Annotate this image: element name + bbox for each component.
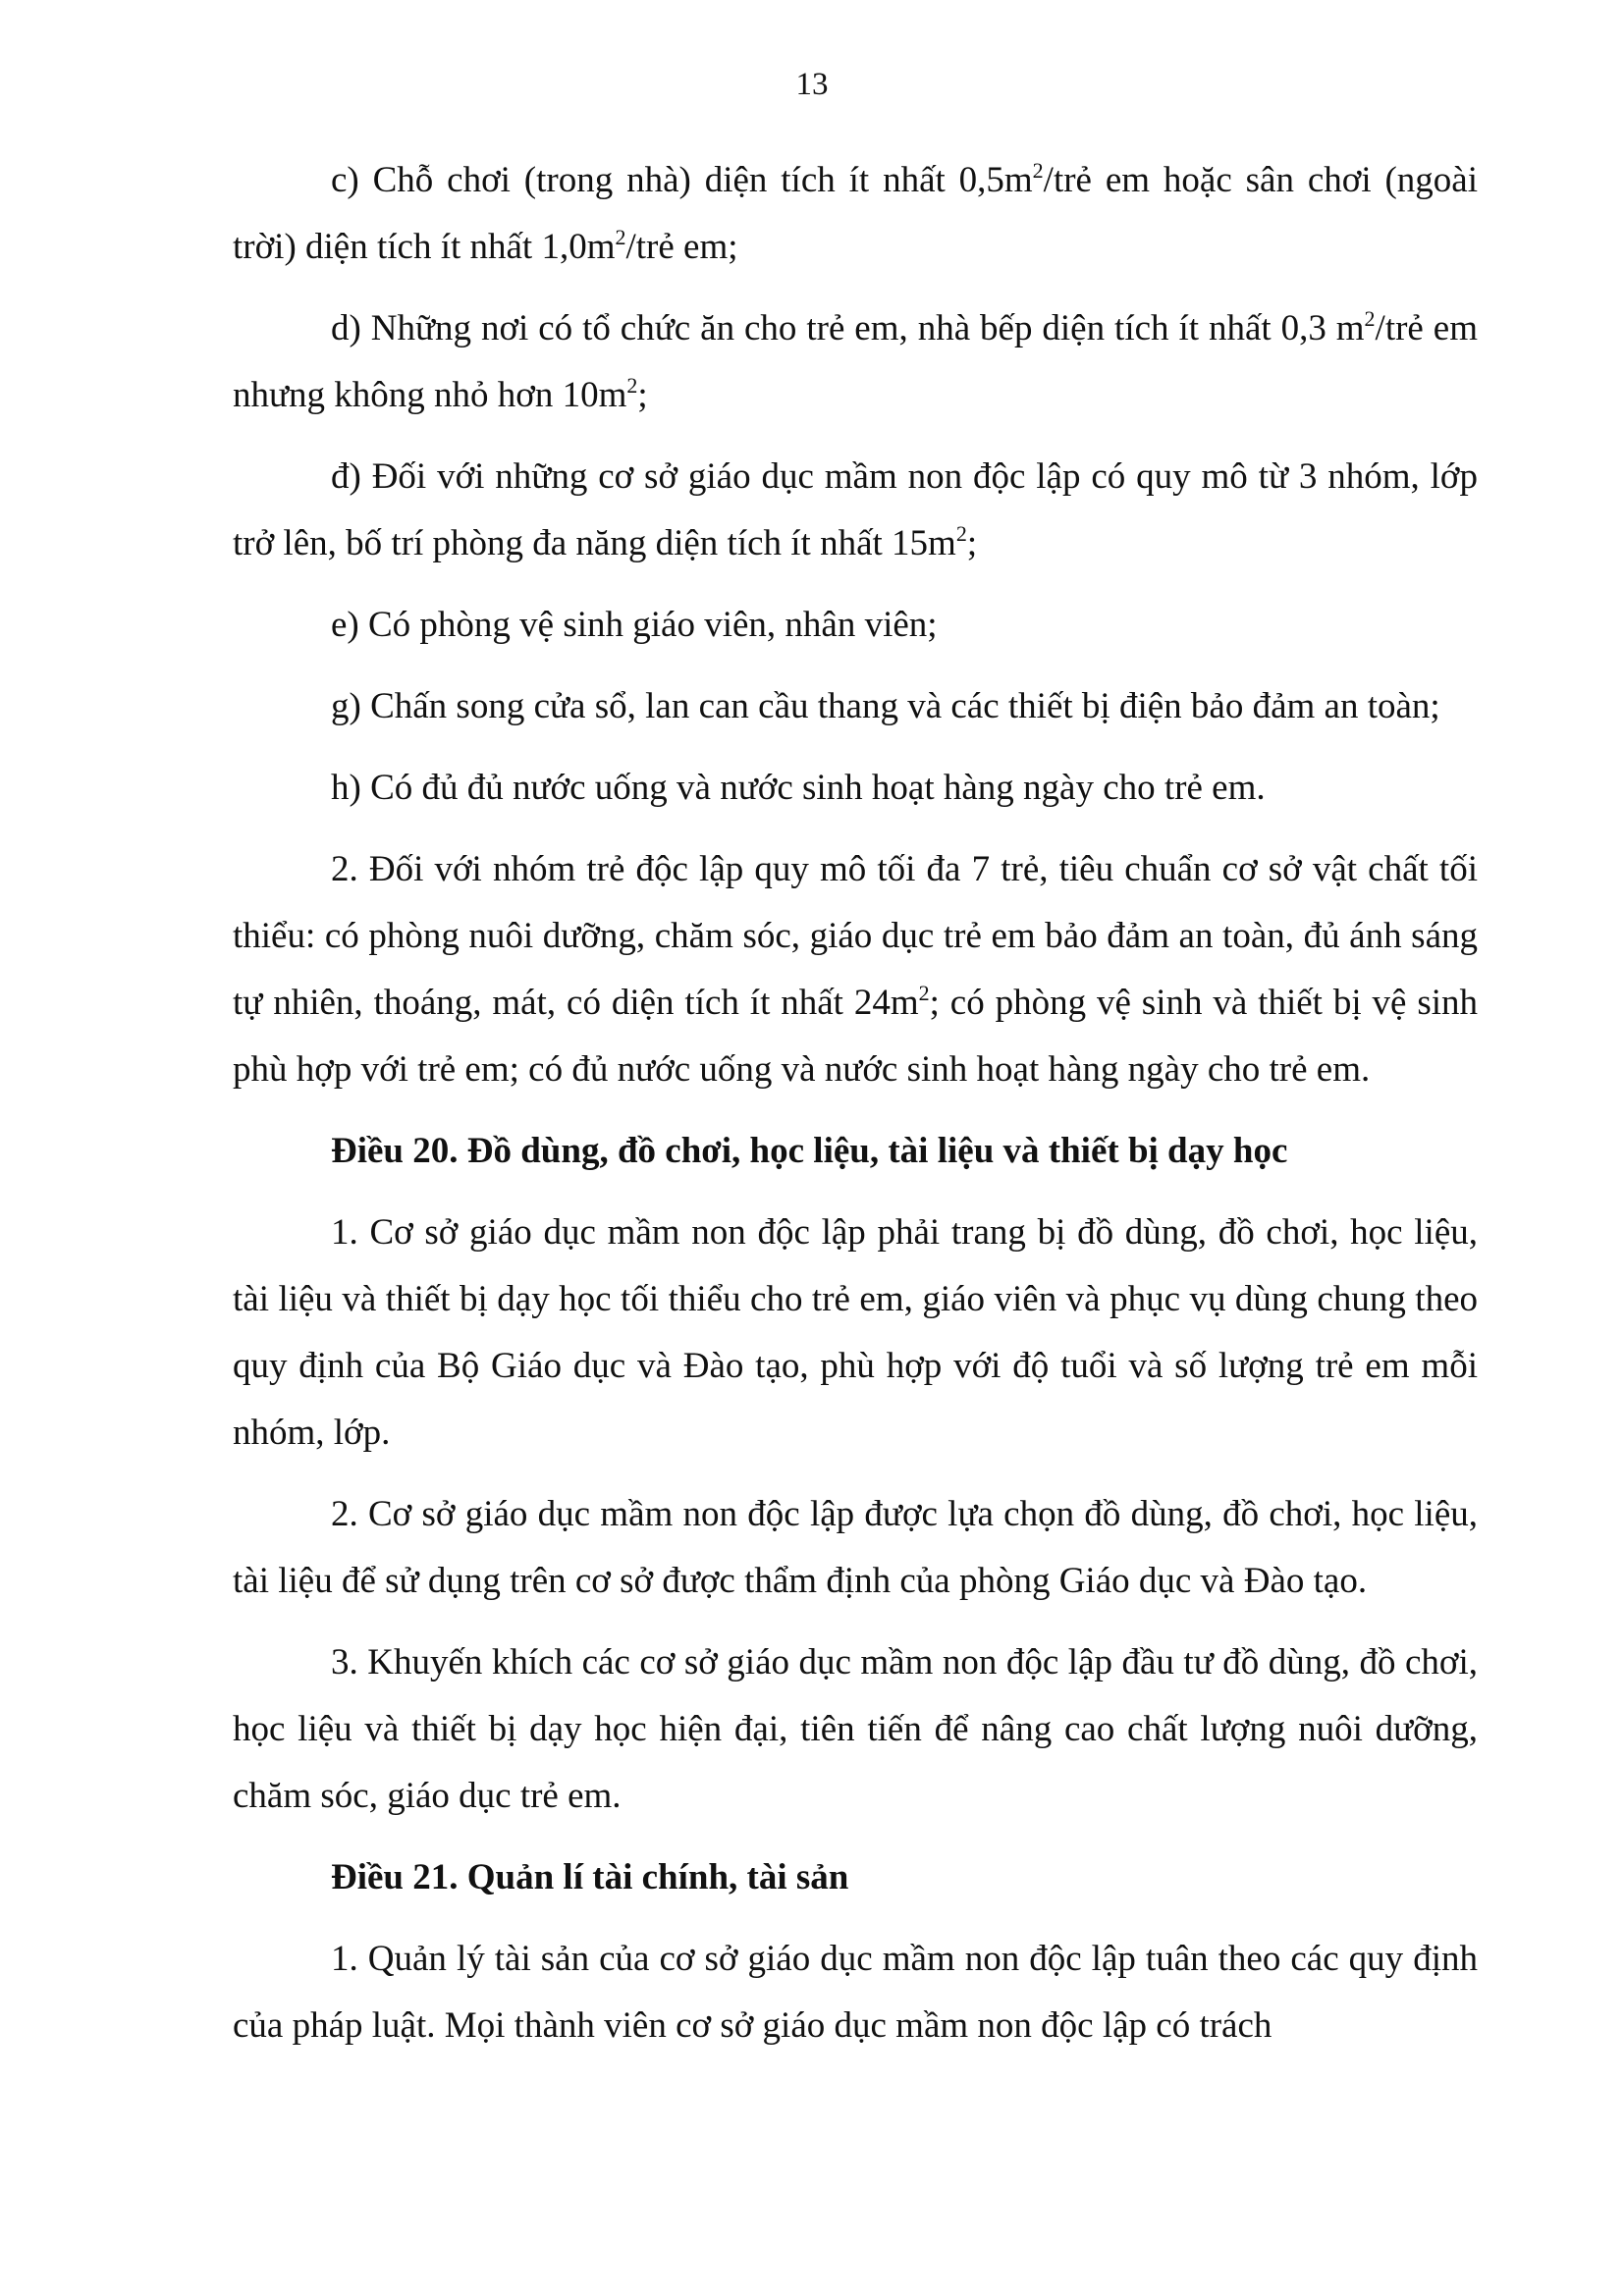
- text-run: 2. Đối với nhóm trẻ độc lập quy mô tối đa 7 trẻ, tiêu chuẩn cơ sở vật chất tối thiểu: có phòng nuôi dưỡng, chăm sóc, giáo dục trẻ em bảo đảm an toàn, đủ ánh sáng tự nhiên, thoáng, mát, có diện tích ít nhất 24m: [233, 849, 1478, 1023]
- body-paragraph: [233, 1926, 1478, 2059]
- superscript: 2: [955, 521, 967, 546]
- superscript: 2: [615, 225, 626, 249]
- superscript: 2: [918, 981, 930, 1005]
- text-run: 1. Cơ sở giáo dục mầm non độc lập phải trang bị đồ dùng, đồ chơi, học liệu, tài liệu và thiết bị dạy học tối thiểu cho trẻ em, giáo viên và phục vụ dùng chung theo quy định của Bộ Giáo dục và Đào tạo, phù hợp với độ tuổi và số lượng trẻ em mỗi nhóm, lớp.: [233, 1212, 1478, 1453]
- body-paragraph: [233, 1629, 1478, 1830]
- text-run: c) Chỗ chơi (trong nhà) diện tích ít nhất 0,5m: [331, 160, 1033, 200]
- section-heading: [233, 1118, 1478, 1185]
- body-paragraph: [233, 444, 1478, 577]
- text-run: h) Có đủ đủ nước uống và nước sinh hoạt hàng ngày cho trẻ em.: [331, 768, 1266, 808]
- superscript: 2: [1032, 158, 1044, 183]
- text-run: Điều 21. Quản lí tài chính, tài sản: [331, 1857, 849, 1897]
- text-run: Điều 20. Đồ dùng, đồ chơi, học liệu, tài liệu và thiết bị dạy học: [331, 1131, 1288, 1171]
- body-paragraph: [233, 673, 1478, 740]
- text-run: /trẻ em;: [625, 227, 738, 267]
- text-run: g) Chấn song cửa sổ, lan can cầu thang và các thiết bị điện bảo đảm an toàn;: [331, 686, 1440, 726]
- body-paragraph: [233, 1200, 1478, 1467]
- text-run: ;: [637, 375, 648, 415]
- text-run: ;: [966, 523, 978, 563]
- body-paragraph: [233, 295, 1478, 429]
- text-run: /trẻ em hoặc sân chơi (ngoài trời) diện tích ít nhất 1,0m: [233, 160, 1478, 267]
- page-number: 13: [795, 67, 829, 102]
- text-run: /trẻ em nhưng không nhỏ hơn 10m: [233, 308, 1478, 415]
- body-paragraph: [233, 755, 1478, 822]
- text-run: đ) Đối với những cơ sở giáo dục mầm non độc lập có quy mô từ 3 nhóm, lớp trở lên, bố trí phòng đa năng diện tích ít nhất 15m: [233, 456, 1478, 563]
- body-paragraph: [233, 1481, 1478, 1615]
- document-body: [233, 147, 1478, 2074]
- body-paragraph: [233, 147, 1478, 281]
- text-run: ; có phòng vệ sinh và thiết bị vệ sinh phù hợp với trẻ em; có đủ nước uống và nước sinh hoạt hàng ngày cho trẻ em.: [233, 983, 1478, 1090]
- body-paragraph: [233, 592, 1478, 659]
- superscript: 2: [1364, 306, 1376, 331]
- body-paragraph: [233, 836, 1478, 1103]
- text-run: e) Có phòng vệ sinh giáo viên, nhân viên;: [331, 605, 938, 645]
- text-run: 2. Cơ sở giáo dục mầm non độc lập được lựa chọn đồ dùng, đồ chơi, học liệu, tài liệu để sử dụng trên cơ sở được thẩm định của phòng Giáo dục và Đào tạo.: [233, 1494, 1478, 1601]
- section-heading: [233, 1844, 1478, 1911]
- text-run: 1. Quản lý tài sản của cơ sở giáo dục mầm non độc lập tuân theo các quy định của pháp luật. Mọi thành viên cơ sở giáo dục mầm non độc lập có trách: [233, 1939, 1478, 2046]
- text-run: d) Những nơi có tổ chức ăn cho trẻ em, nhà bếp diện tích ít nhất 0,3 m: [331, 308, 1365, 348]
- text-run: 3. Khuyến khích các cơ sở giáo dục mầm non độc lập đầu tư đồ dùng, đồ chơi, học liệu và thiết bị dạy học hiện đại, tiên tiến để nâng cao chất lượng nuôi dưỡng, chăm sóc, giáo dục trẻ em.: [233, 1642, 1478, 1816]
- superscript: 2: [626, 373, 638, 398]
